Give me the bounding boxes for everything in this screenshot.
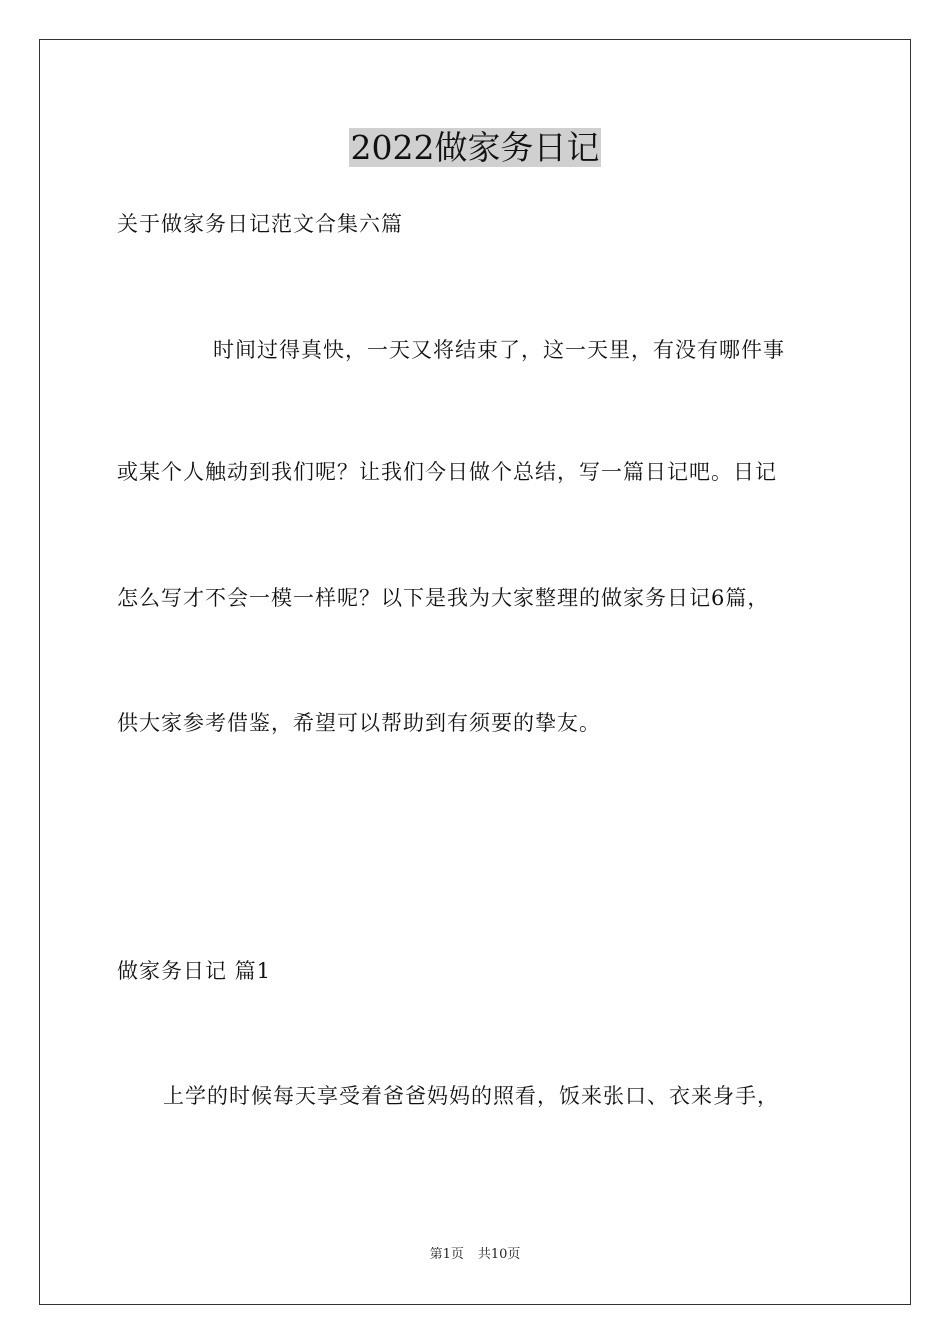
section-heading: 做家务日记 篇1: [117, 959, 272, 983]
document-title: [0, 126, 950, 170]
paragraph-line: 上学的时候每天享受着爸爸妈妈的照看，饭来张口、衣来身手，: [163, 1084, 779, 1108]
page-total: 共10页: [477, 1247, 521, 1262]
document-subtitle: 关于做家务日记范文合集六篇: [117, 212, 403, 236]
document-title-text: 2022做家务日记: [350, 128, 600, 167]
page-footer: [0, 1246, 950, 1264]
paragraph-line: 时间过得真快，一天又将结束了，这一天里，有没有哪件事: [213, 338, 785, 362]
paragraph-line: 供大家参考借鉴，希望可以帮助到有须要的挚友。: [117, 711, 601, 735]
page-number: 第1页: [429, 1247, 464, 1262]
paragraph-line: 或某个人触动到我们呢？让我们今日做个总结，写一篇日记吧。日记: [117, 460, 777, 484]
paragraph-line: 怎么写才不会一模一样呢？以下是我为大家整理的做家务日记6篇，: [117, 586, 770, 610]
